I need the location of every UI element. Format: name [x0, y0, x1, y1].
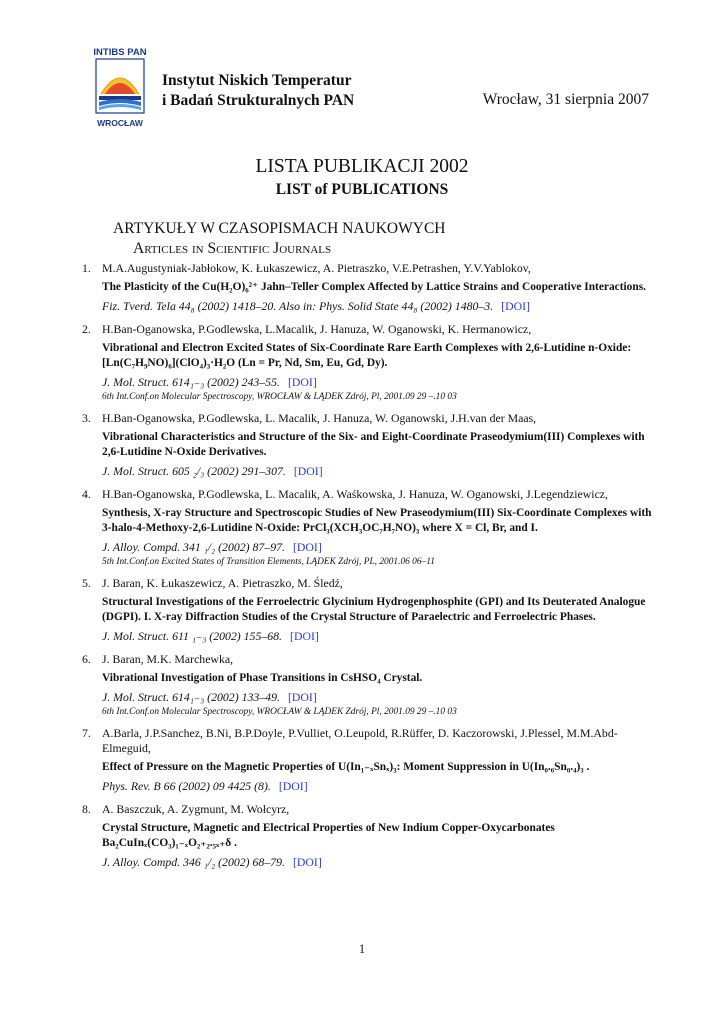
publication-title: Crystal Structure, Magnetic and Electrical Properties of New Indium Copper-Oxycarbonates Ba₂CuInₓ(CO₃)₁₋ₓO₂₊₂.₅ₓ₊δ .: [102, 822, 555, 849]
publication-journal: J. Mol. Struct. 605 ₂/₃ (2002) 291–307.: [102, 464, 286, 478]
institute-name: [162, 71, 354, 111]
doi-link[interactable]: [DOI]: [290, 629, 319, 643]
publication-number: 1.: [82, 261, 91, 275]
publication-journal: Phys. Rev. B 66 (2002) 09 4425 (8).: [102, 779, 271, 793]
institute-line-2: i Badań Strukturalnych PAN: [162, 92, 355, 109]
section-title-en: Articles in Scientific Journals: [133, 240, 332, 257]
publication-title: The Plasticity of the Cu(H₂O)₆²⁺ Jahn–Teller Complex Affected by Lattice Strains and Cooperative Interactions.: [102, 281, 646, 293]
publication-journal: J. Mol. Struct. 614₁₋₃ (2002) 243–55.: [102, 375, 280, 389]
publication-list: [82, 261, 652, 878]
publication-item: [82, 487, 652, 568]
conference-text: 5th Int.Conf.on Excited States of Transition Elements, LĄDEK Zdrój, PL, 2001.06 06–11: [102, 557, 435, 567]
publication-authors: H.Ban-Oganowska, P.Godlewska, L. Macalik, J. Hanuza, W. Oganowski, J.H.van der Maas,: [102, 411, 537, 425]
publication-authors: H.Ban-Oganowska, P.Godlewska, L.Macalik, J. Hanuza, W. Oganowski, K. Hermanowicz,: [102, 322, 532, 336]
doi-link[interactable]: [DOI]: [287, 375, 317, 389]
publication-number: 5.: [82, 576, 91, 590]
logo-graphic: [93, 44, 147, 130]
publication-journal-line: [102, 540, 652, 555]
publication-authors: H.Ban-Oganowska, P.Godlewska, L. Macalik, A. Waśkowska, J. Hanuza, W. Oganowski, J.Legendziewicz,: [102, 487, 608, 501]
doi-link[interactable]: [DOI]: [292, 855, 322, 869]
publication-number: 3.: [82, 411, 91, 425]
document-date: Wrocław, 31 sierpnia 2007: [482, 91, 649, 108]
publication-conference: [102, 706, 652, 718]
conference-text: 6th Int.Conf.on Molecular Spectroscopy, WROCŁAW & LĄDEK Zdrój, Pl, 2001.09 29 –.10 03: [102, 707, 457, 717]
logo-top-text: INTIBS PAN: [93, 47, 147, 58]
publication-journal-line: [102, 629, 652, 644]
publication-number: 2.: [82, 322, 91, 336]
publication-item: [82, 576, 652, 644]
publication-journal: J. Mol. Struct. 611 ₁₋₃ (2002) 155–68.: [102, 629, 283, 643]
publication-item: [82, 261, 652, 314]
intibs-pan-logo-icon: [93, 44, 147, 130]
publication-title: Synthesis, X-ray Structure and Spectroscopic Studies of New Praseodymium(III) Six-Coordinate Complexes with 3-halo-4-Methoxy-2,6-Lutidine N-Oxide: PrCl₃(XCH₃OC₇H₇NO)₃ where X = Cl, Br, and I.: [102, 507, 652, 534]
doi-link[interactable]: [DOI]: [278, 779, 308, 793]
section-title-pl: ARTYKUŁY W CZASOPISMACH NAUKOWYCH: [113, 220, 446, 237]
page-number: 1: [358, 942, 366, 956]
publication-journal-line: [102, 464, 652, 479]
publication-item: [82, 726, 652, 794]
publication-journal-line: [102, 779, 652, 794]
logo-bottom-text: WROCŁAW: [97, 118, 143, 128]
publication-number: 7.: [82, 726, 91, 740]
document-title: LISTA PUBLIKACJI 2002: [255, 156, 469, 177]
publication-number: 8.: [82, 802, 91, 816]
publication-item: [82, 802, 652, 870]
publication-authors: M.A.Augustyniak-Jabłokow, K. Łukaszewicz, A. Pietraszko, V.E.Petrashen, Y.V.Yablokov,: [102, 261, 531, 275]
publication-number: 4.: [82, 487, 91, 501]
publication-authors: A. Baszczuk, A. Zygmunt, M. Wołcyrz,: [102, 802, 290, 816]
publication-title: Vibrational and Electron Excited States of Six-Coordinate Rare Earth Complexes with 2,6-Lutidine n-Oxide: [Ln(C₇H₉NO)₆](ClO₄)₃·H₂O (Ln = Pr, Nd, Sm, Eu, Gd, Dy).: [102, 342, 632, 369]
publication-journal-line: [102, 375, 652, 390]
publication-authors: A.Barla, J.P.Sanchez, B.Ni, B.P.Doyle, P.Vulliet, O.Leupold, R.Rüffer, D. Kaczorowski, J.Plessel, M.M.Abd-Elmeguid,: [102, 726, 618, 755]
publication-conference: [102, 556, 652, 568]
publication-number: 6.: [82, 652, 91, 666]
publication-title: Effect of Pressure on the Magnetic Properties of U(In₁₋ₓSnₓ)₃: Moment Suppression in U(In₀.₆Sn₀.₄)₃ .: [102, 761, 590, 773]
publication-item: [82, 652, 652, 718]
publication-journal: J. Alloy. Compd. 346 ₁/₂ (2002) 68–79.: [102, 855, 285, 869]
doi-link[interactable]: [DOI]: [292, 540, 322, 554]
publication-journal-line: [102, 299, 652, 314]
publication-authors: J. Baran, K. Łukaszewicz, A. Pietraszko, M. Śledź,: [102, 576, 343, 590]
publication-journal: J. Alloy. Compd. 341 ₁/₂ (2002) 87–97.: [102, 540, 285, 554]
publication-title: Vibrational Characteristics and Structure of the Six- and Eight-Coordinate Praseodymium(III) Complexes with 2,6-Lutidine N-Oxide Derivatives.: [102, 431, 645, 458]
publication-authors: J. Baran, M.K. Marchewka,: [102, 652, 234, 666]
publication-journal: J. Mol. Struct. 614₁₋₃ (2002) 133–49.: [102, 690, 280, 704]
publication-journal-line: [102, 855, 652, 870]
publication-journal-line: [102, 690, 652, 705]
publication-journal: Fiz. Tverd. Tela 44₈ (2002) 1418–20. Also in: Phys. Solid State 44₈ (2002) 1480–3.: [102, 299, 494, 313]
publication-item: [82, 411, 652, 479]
section-heading: [113, 219, 445, 259]
publication-item: [82, 322, 652, 403]
institute-line-1: Instytut Niskich Temperatur: [162, 72, 352, 89]
publication-conference: [102, 391, 652, 403]
doi-link[interactable]: [DOI]: [501, 299, 530, 313]
publication-title: Structural Investigations of the Ferroelectric Glycinium Hydrogenphosphite (GPI) and Its Deuterated Analogue (DGPI). I. X-ray Diffraction Studies of the Crystal Structure of Paraelectric and Ferroelectric Phases.: [102, 596, 646, 623]
doi-link[interactable]: [DOI]: [293, 464, 323, 478]
publication-title: Vibrational Investigation of Phase Transitions in CsHSO₄ Crystal.: [102, 672, 423, 684]
conference-text: 6th Int.Conf.on Molecular Spectroscopy, WROCŁAW & LĄDEK Zdrój, Pl, 2001.09 29 –.10 03: [102, 392, 457, 402]
document-subtitle: LIST of PUBLICATIONS: [275, 181, 449, 198]
doi-link[interactable]: [DOI]: [287, 690, 317, 704]
